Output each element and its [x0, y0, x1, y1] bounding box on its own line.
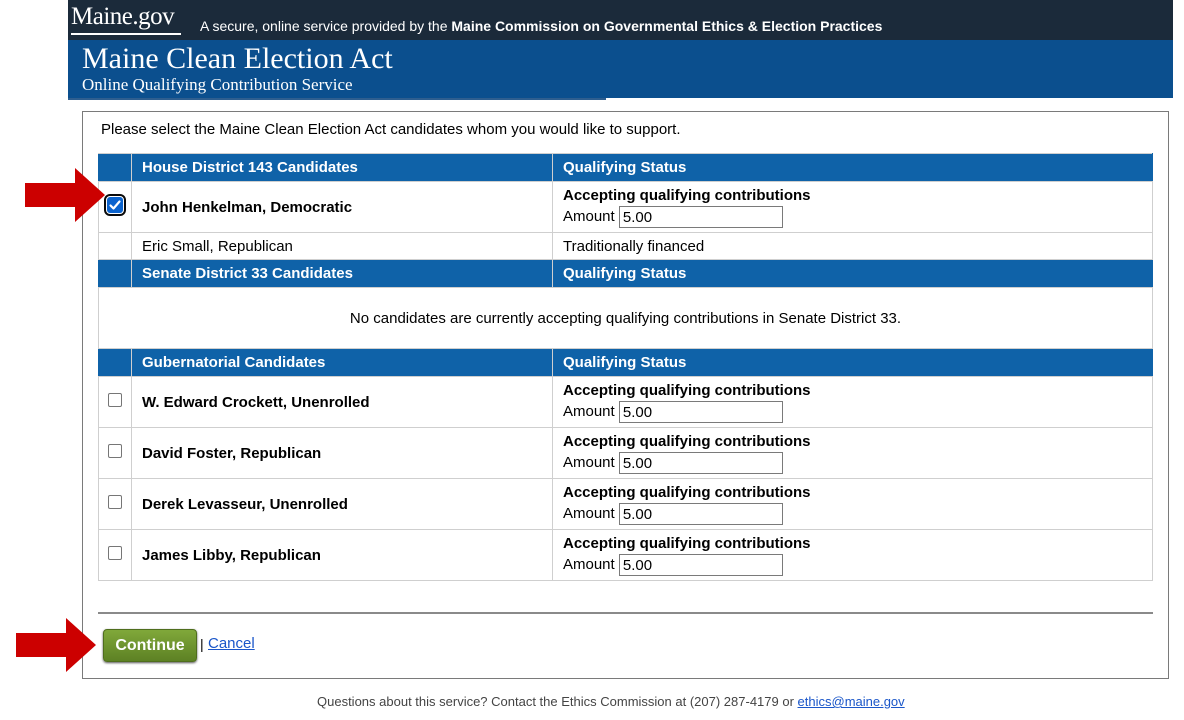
- candidate-name: Derek Levasseur, Unenrolled: [142, 495, 348, 513]
- tagline-org: Maine Commission on Governmental Ethics & Election Practices: [451, 18, 883, 34]
- candidate-name: W. Edward Crockett, Unenrolled: [142, 393, 370, 411]
- candidate-name: John Henkelman, Democratic: [142, 198, 353, 216]
- table-row: [99, 377, 1153, 428]
- page-title: Maine Clean Election Act: [82, 42, 393, 75]
- action-separator: |: [200, 636, 204, 652]
- table-row: [99, 428, 1153, 479]
- candidate-name: Eric Small, Republican: [132, 233, 553, 260]
- governor-header-row: [99, 349, 1153, 377]
- annotation-arrow-icon: [25, 168, 105, 222]
- annotation-arrow-icon: [16, 618, 96, 672]
- candidate-checkbox-levasseur[interactable]: [108, 495, 122, 509]
- table-row: [99, 182, 1153, 233]
- amount-input-foster[interactable]: 5.00: [619, 452, 783, 474]
- cancel-link[interactable]: Cancel: [208, 635, 255, 652]
- amount-label: Amount: [563, 453, 615, 471]
- house-heading: House District 143 Candidates: [132, 154, 553, 182]
- candidate-checkbox-crockett[interactable]: [108, 393, 122, 407]
- qualifying-status: Accepting qualifying contributions: [563, 186, 811, 204]
- house-header-row: [99, 154, 1153, 182]
- qualifying-status: Accepting qualifying contributions: [563, 432, 811, 450]
- continue-button[interactable]: Continue: [103, 629, 197, 662]
- title-bar-edge: [68, 98, 606, 100]
- title-bar: [68, 40, 1173, 98]
- qualifying-status: Accepting qualifying contributions: [563, 483, 811, 501]
- candidate-checkbox-henkelman[interactable]: [107, 197, 123, 213]
- senate-status-heading: Qualifying Status: [553, 260, 1153, 288]
- house-status-heading: Qualifying Status: [553, 154, 1153, 182]
- amount-input-levasseur[interactable]: 5.00: [619, 503, 783, 525]
- page-subtitle: Online Qualifying Contribution Service: [82, 75, 353, 94]
- amount-label: Amount: [563, 555, 615, 573]
- logo-underline: [71, 33, 181, 35]
- governor-status-heading: Qualifying Status: [553, 349, 1153, 377]
- qualifying-status: Traditionally financed: [553, 233, 1153, 260]
- site-banner: [68, 0, 1173, 100]
- amount-label: Amount: [563, 402, 615, 420]
- candidate-checkbox-libby[interactable]: [108, 546, 122, 560]
- divider: [98, 612, 1153, 614]
- top-bar: [68, 0, 1173, 40]
- table-row: [99, 479, 1153, 530]
- qualifying-status: Accepting qualifying contributions: [563, 534, 811, 552]
- tagline: A secure, online service provided by the Maine Commission on Governmental Ethics & Election Practices: [200, 18, 883, 34]
- governor-heading: Gubernatorial Candidates: [132, 349, 553, 377]
- qualifying-status: Accepting qualifying contributions: [563, 381, 811, 399]
- footer-email-link[interactable]: ethics@maine.gov: [797, 694, 905, 709]
- table-row: [99, 233, 1153, 260]
- selection-panel: [82, 111, 1169, 679]
- checkmark-icon: [107, 197, 123, 213]
- amount-label: Amount: [563, 504, 615, 522]
- senate-heading: Senate District 33 Candidates: [132, 260, 553, 288]
- candidate-name: David Foster, Republican: [142, 444, 322, 462]
- intro-text: Please select the Maine Clean Election Act candidates whom you would like to support.: [101, 121, 681, 138]
- amount-input-libby[interactable]: 5.00: [619, 554, 783, 576]
- candidate-name: James Libby, Republican: [142, 546, 321, 564]
- candidate-checkbox-foster[interactable]: [108, 444, 122, 458]
- senate-header-row: [99, 260, 1153, 288]
- amount-input-henkelman[interactable]: 5.00: [619, 206, 783, 228]
- senate-notice-row: [99, 288, 1153, 349]
- table-row: [99, 530, 1153, 581]
- candidates-table: [98, 153, 1153, 581]
- footer-text: Questions about this service? Contact the Ethics Commission at (207) 287-4179 or: [317, 694, 798, 709]
- amount-input-crockett[interactable]: 5.00: [619, 401, 783, 423]
- senate-notice: No candidates are currently accepting qualifying contributions in Senate District 33.: [99, 288, 1153, 349]
- maine-gov-logo[interactable]: Maine.gov: [71, 3, 175, 30]
- amount-label: Amount: [563, 207, 615, 225]
